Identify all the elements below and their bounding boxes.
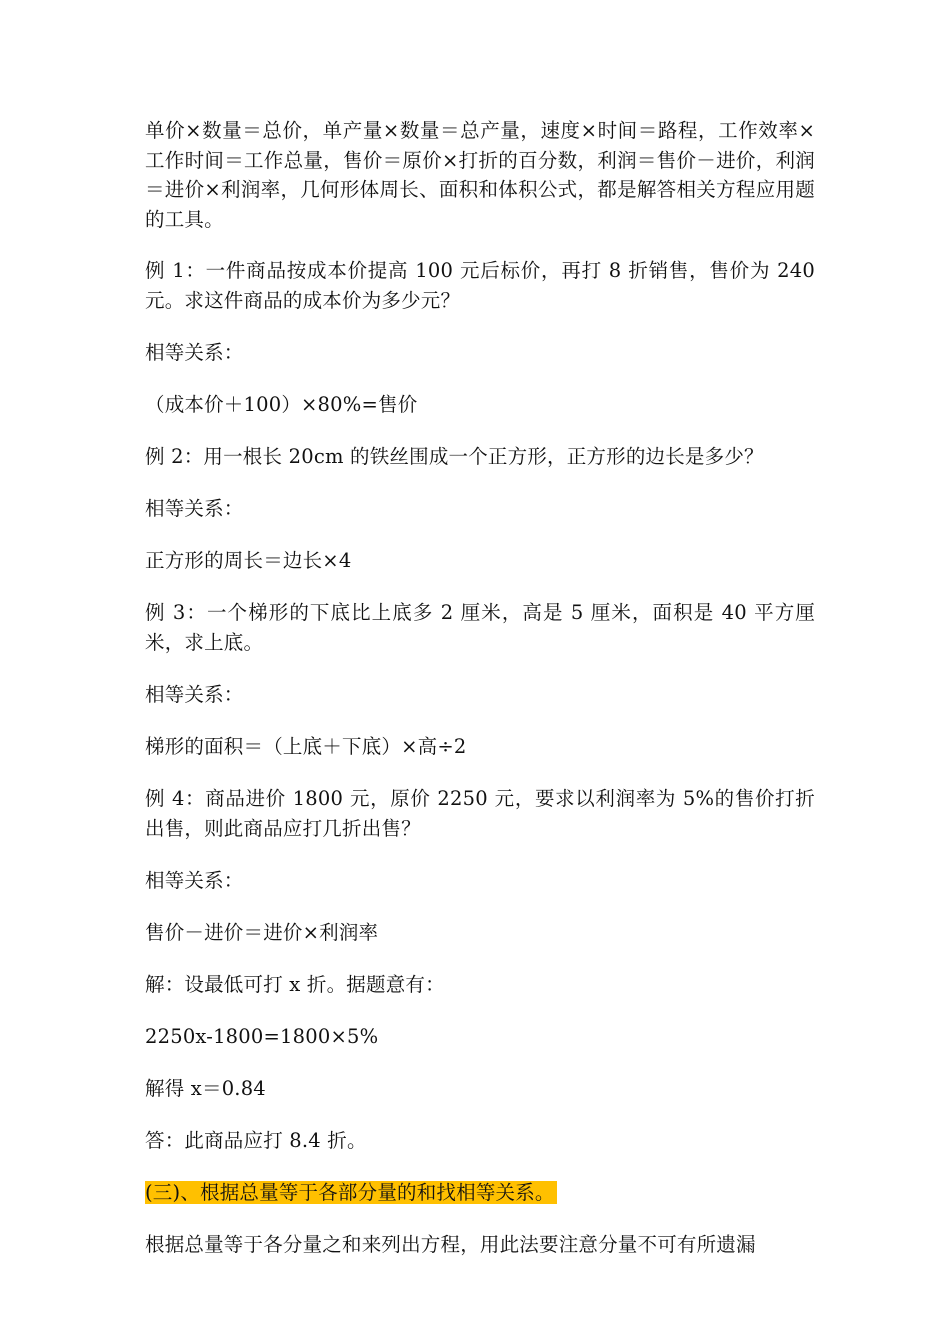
example-1-equation: （成本价＋100）×80%=售价	[145, 393, 418, 416]
final-paragraph: 根据总量等于各分量之和来列出方程，用此法要注意分量不可有所遗漏	[145, 1233, 756, 1256]
example-4-solution-setup: 解：设最低可打 x 折。据题意有：	[145, 973, 445, 996]
example-4-equation: 售价－进价＝进价×利润率	[145, 921, 379, 944]
example-4-answer: 答：此商品应打 8.4 折。	[145, 1129, 367, 1152]
example-4-solution-equation: 2250x-1800=1800×5%	[145, 1025, 379, 1048]
example-2-question: 例 2：用一根长 20cm 的铁丝围成一个正方形，正方形的边长是多少？	[145, 445, 764, 468]
example-1-relation-label: 相等关系：	[145, 341, 244, 364]
example-3-relation-label: 相等关系：	[145, 683, 244, 706]
example-4-solution-result: 解得 x＝0.84	[145, 1077, 266, 1100]
example-3-question: 例 3：一个梯形的下底比上底多 2 厘米，高是 5 厘米，面积是 40 平方厘米，求上底。	[145, 601, 815, 654]
section-heading-highlight: (三)、根据总量等于各部分量的和找相等关系。	[145, 1181, 555, 1204]
example-3-equation: 梯形的面积＝（上底＋下底）×高÷2	[145, 735, 467, 758]
example-2-relation-label: 相等关系：	[145, 497, 244, 520]
document-page	[145, 116, 815, 1282]
section-heading	[145, 1178, 815, 1208]
intro-paragraph: 单价×数量＝总价，单产量×数量＝总产量，速度×时间＝路程，工作效率×工作时间＝工作总量，售价＝原价×打折的百分数，利润＝售价－进价，利润＝进价×利润率，几何形体周长、面积和体积公式，都是解答相关方程应用题的工具。	[145, 119, 815, 231]
example-2-equation: 正方形的周长＝边长×4	[145, 549, 352, 572]
example-1-question: 例 1：一件商品按成本价提高 100 元后标价，再打 8 折销售，售价为 240 元。求这件商品的成本价为多少元？	[145, 259, 815, 312]
example-4-relation-label: 相等关系：	[145, 869, 244, 892]
example-4-question: 例 4：商品进价 1800 元，原价 2250 元，要求以利润率为 5%的售价打折出售，则此商品应打几折出售？	[145, 787, 815, 840]
